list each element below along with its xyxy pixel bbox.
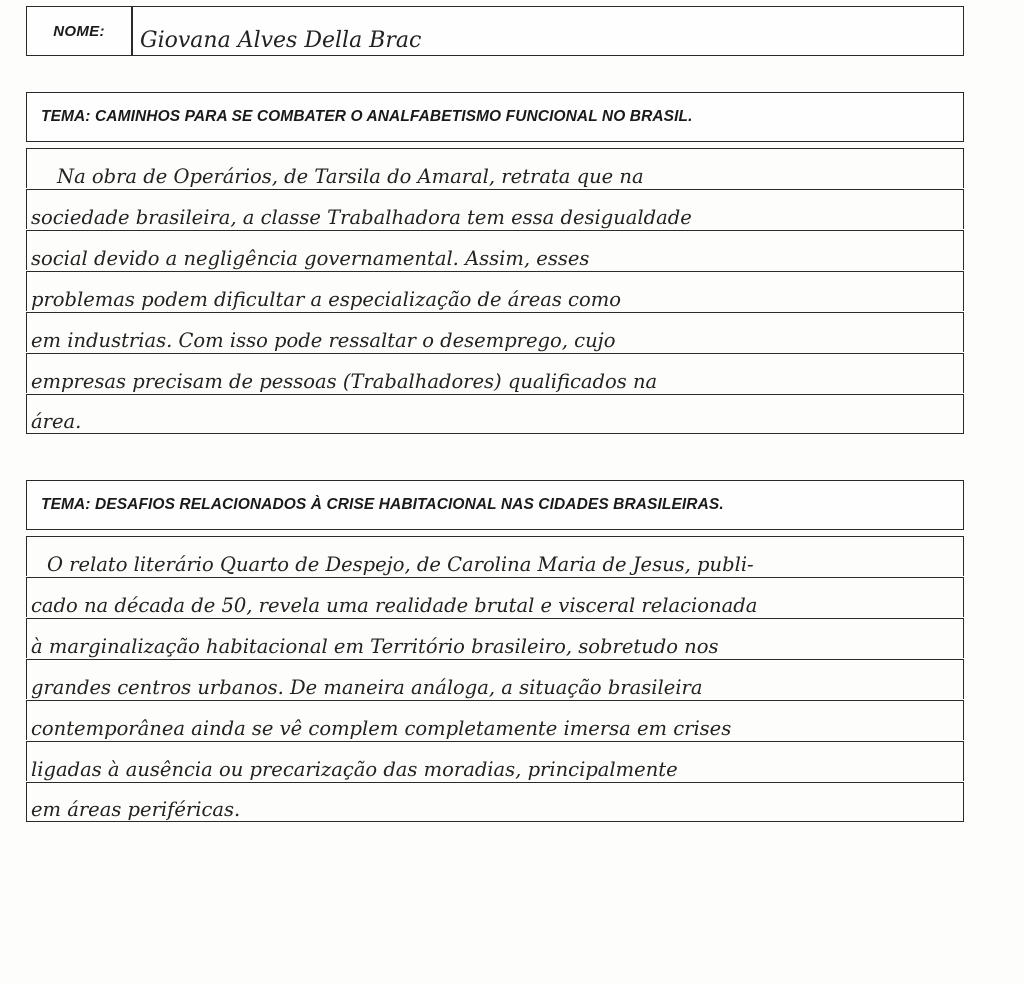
essay-line: em áreas periféricas. (26, 782, 964, 822)
essay-line: cado na década de 50, revela uma realidade brutal e visceral relacionada (26, 577, 964, 617)
essay-line: social devido a negligência governamental. Assim, esses (26, 230, 964, 270)
essay-line: O relato literário Quarto de Despejo, de Carolina Maria de Jesus, publi- (26, 536, 964, 576)
essay-line: contemporânea ainda se vê complem completamente imersa em crises (26, 700, 964, 740)
name-handwriting: Giovana Alves Della Brac (140, 28, 422, 53)
essay-line: sociedade brasileira, a classe Trabalhadora tem essa desigualdade (26, 189, 964, 229)
name-label-box (26, 6, 132, 56)
essay-line: problemas podem dificultar a especialização de áreas como (26, 271, 964, 311)
essay-line: em industrias. Com isso pode ressaltar o desemprego, cujo (26, 312, 964, 352)
name-label: NOME: (53, 22, 105, 40)
essay-line: à marginalização habitacional em Território brasileiro, sobretudo nos (26, 618, 964, 658)
tema-header-2 (26, 480, 964, 530)
tema-header-1 (26, 92, 964, 142)
essay-line: empresas precisam de pessoas (Trabalhadores) qualificados na (26, 353, 964, 393)
essay-line: Na obra de Operários, de Tarsila do Amaral, retrata que na (26, 148, 964, 188)
tema-title-1: TEMA: CAMINHOS PARA SE COMBATER O ANALFABETISMO FUNCIONAL NO BRASIL. (41, 108, 693, 125)
essay-line: grandes centros urbanos. De maneira análoga, a situação brasileira (26, 659, 964, 699)
essay-line: ligadas à ausência ou precarização das moradias, principalmente (26, 741, 964, 781)
tema-title-2: TEMA: DESAFIOS RELACIONADOS À CRISE HABITACIONAL NAS CIDADES BRASILEIRAS. (41, 496, 724, 513)
essay-line: área. (26, 394, 964, 434)
